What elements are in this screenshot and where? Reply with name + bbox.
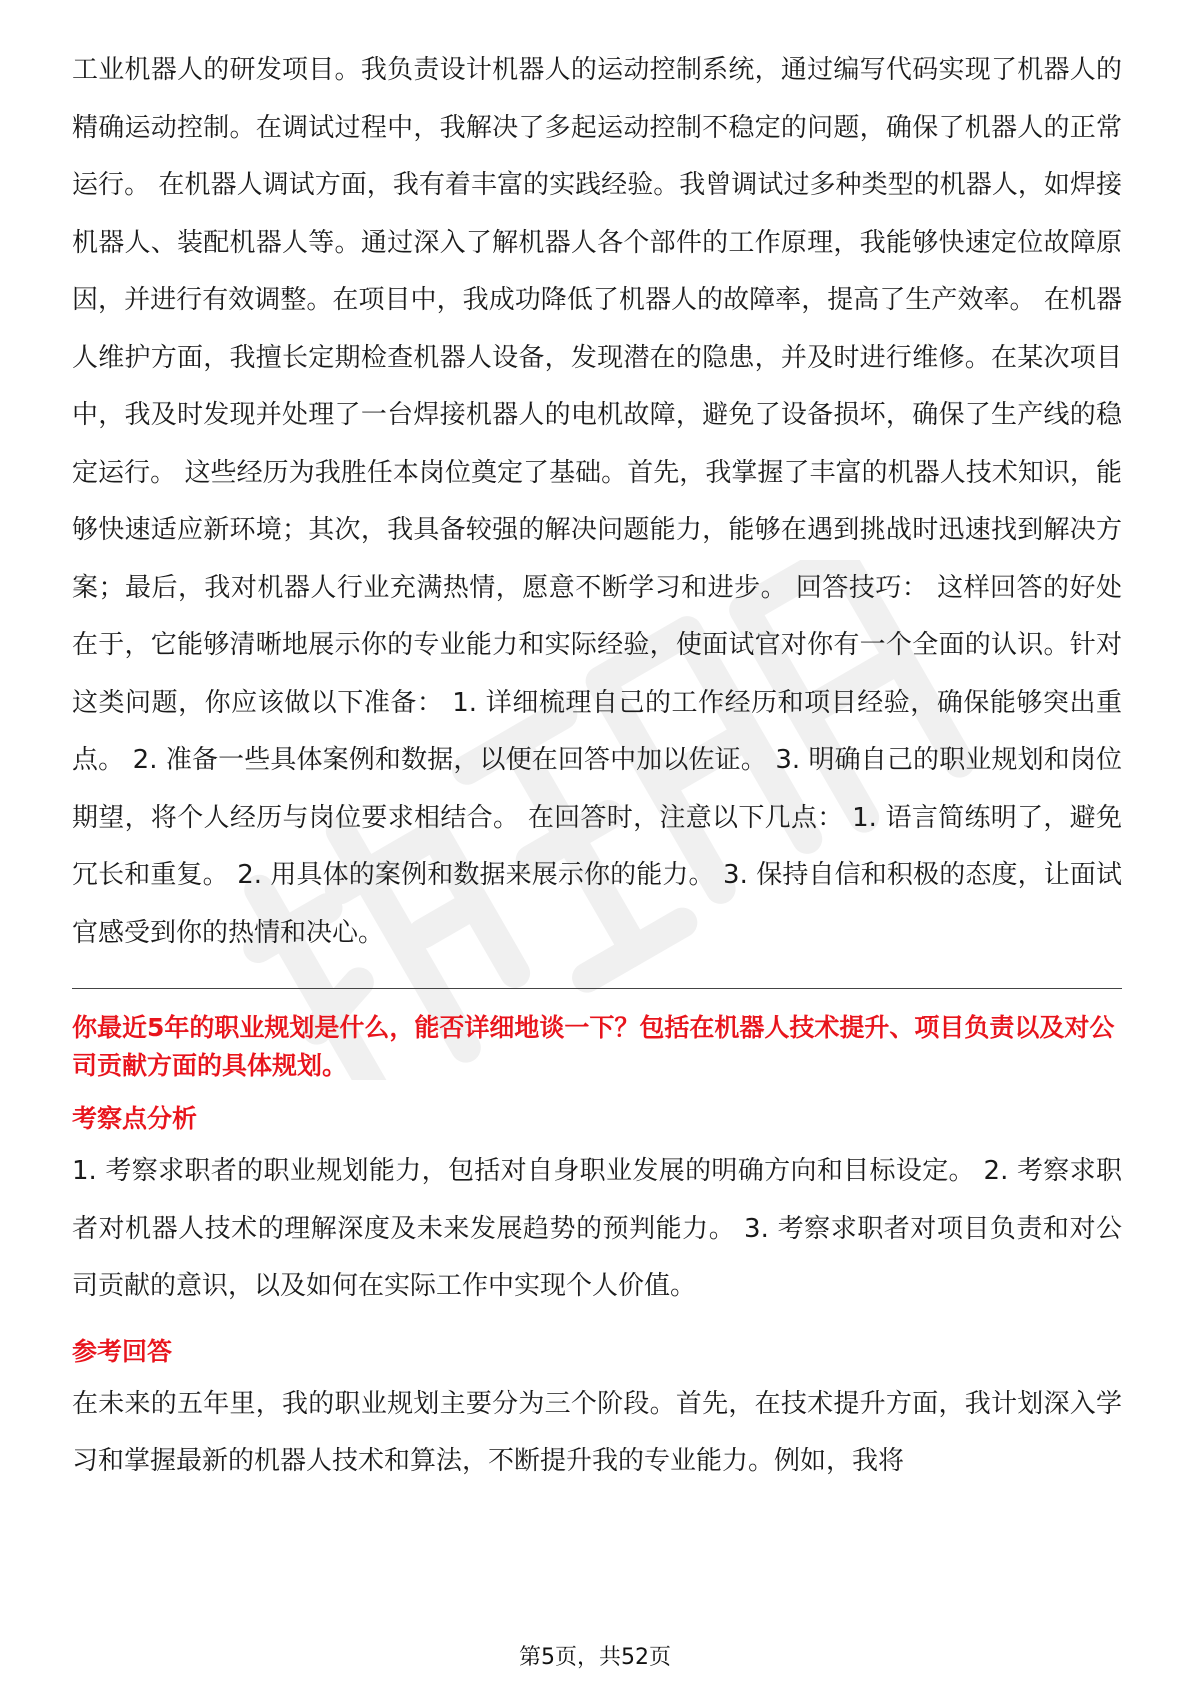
analysis-paragraph: 1. 考察求职者的职业规划能力，包括对自身职业发展的明确方向和目标设定。 2. 考察求职者对机器人技术的理解深度及未来发展趋势的预判能力。 3. 考察求职者对项目负责和对公司贡献的意识，以及如何在实际工作中实现个人价值。 [72, 1156, 1122, 1301]
answer-heading: 参考回答 [72, 1336, 173, 1366]
analysis-heading: 考察点分析 [72, 1104, 198, 1133]
section-divider [72, 988, 1122, 989]
page-number-footer: 第5页，共52页 [519, 1645, 671, 1670]
interview-question: 你最近5年的职业规划是什么，能否详细地谈一下？包括在机器人技术提升、项目负责以及对公司贡献方面的具体规划。 [72, 1013, 1115, 1080]
body-paragraph: 工业机器人的研发项目。我负责设计机器人的运动控制系统，通过编写代码实现了机器人的精确运动控制。在调试过程中，我解决了多起运动控制不稳定的问题，确保了机器人的正常运行。 在机器人调试方面，我有着丰富的实践经验。我曾调试过多种类型的机器人，如焊接机器人、装配机器人等。通过深入了解机器人各个部件的工作原理，我能够快速定位故障原因，并进行有效调整。在项目中，我成功降低了机器人的故障率，提高了生产效率。 在机器人维护方面，我擅长定期检查机器人设备，发现潜在的隐患，并及时进行维修。在某次项目中，我及时发现并处理了一台焊接机器人的电机故障，避免了设备损坏，确保了生产线的稳定运行。 这些经历为我胜任本岗位奠定了基础。首先，我掌握了丰富的机器人技术知识，能够快速适应新环境；其次，我具备较强的解决问题能力，能够在遇到挑战时迅速找到解决方案；最后，我对机器人行业充满热情，愿意不断学习和进步。 回答技巧： 这样回答的好处在于，它能够清晰地展示你的专业能力和实际经验，使面试官对你有一个全面的认识。针对这类问题，你应该做以下准备： 1. 详细梳理自己的工作经历和项目经验，确保能够突出重点。 2. 准备一些具体案例和数据，以便在回答中加以佐证。 3. 明确自己的职业规划和岗位期望，将个人经历与岗位要求相结合。 在回答时，注意以下几点： 1. 语言简练明了，避免冗长和重复。 2. 用具体的案例和数据来展示你的能力。 3. 保持自信和积极的态度，让面试官感受到你的热情和决心。 [72, 55, 1122, 948]
page-content [72, 42, 1122, 1491]
answer-paragraph: 在未来的五年里，我的职业规划主要分为三个阶段。首先，在技术提升方面，我计划深入学习和掌握最新的机器人技术和算法，不断提升我的专业能力。例如，我将 [72, 1388, 1122, 1476]
